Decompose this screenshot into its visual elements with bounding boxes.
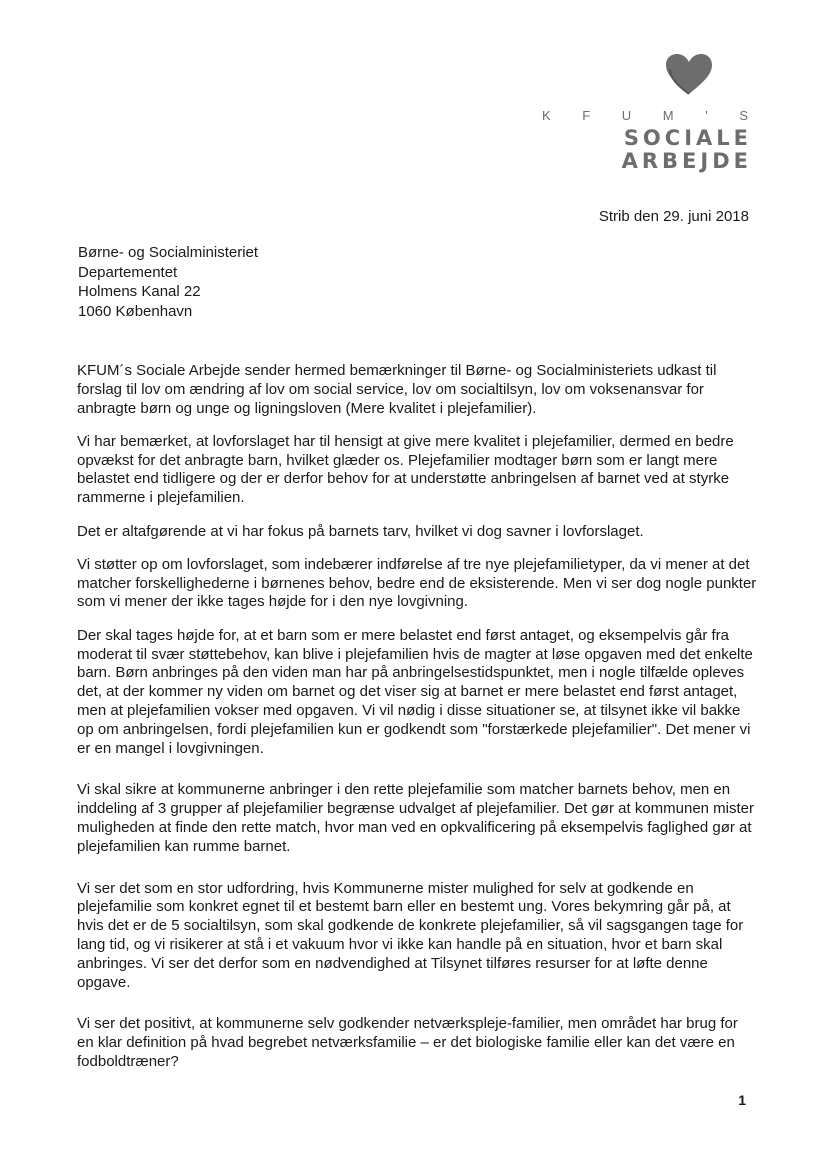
- logo-line-2: ARBEJDE: [621, 149, 752, 173]
- paragraph: Vi støtter op om lovforslaget, som indebærer indførelse af tre nye plejefamilietyper, da vi mener at det matcher forskellighederne i børnenes behov, bedre end de eksisterende. Men vi ser dog nogle punkter som vi mener der ikke tages højde for i den nye lovgivning.: [77, 555, 757, 611]
- logo-tagline: K F U M ' S: [541, 108, 762, 123]
- letter-date: Strib den 29. juni 2018: [598, 208, 749, 225]
- paragraph: KFUM´s Sociale Arbejde sender hermed bemærkninger til Børne- og Socialministeriets udkast til forslag til lov om ændring af lov om social service, lov om socialtilsyn, lov om voksenansvar for anbragte børn og unge og ligningsloven (Mere kvalitet i plejefamilier).: [77, 362, 717, 417]
- recipient-street: Holmens Kanal 22: [78, 283, 201, 300]
- paragraph: Det er altafgørende at vi har fokus på barnets tarv, hvilket vi dog savner i lovforslaget.: [77, 522, 644, 540]
- paragraph: Der skal tages højde for, at et barn som er mere belastet end først antaget, og eksempelvis går fra moderat til svær støttebehov, kan blive i plejefamilien hvis de magter at løse opgaven med det enkelte barn. Børn anbringes på den viden man har på anbringelsestidspunktet, men i nogle tilfælde opleves det, at der kommer ny viden om barnet og det viser sig at barnet er mere belastet end først antaget, men at plejefamilien vokser med opgaven. Vi vil nødig i disse situationer se, at tilsynet ikke vil bakke op om anbringelsen, fordi plejefamilien kun er godkendt som "forstærkede plejefamilier". Det mener vi er en mangel i lovgivningen.: [77, 626, 753, 757]
- recipient-name: Børne- og Socialministeriet: [78, 244, 259, 261]
- recipient-address: [78, 243, 258, 321]
- letter-body: [77, 362, 757, 1086]
- paragraph: Vi ser det positivt, at kommunerne selv godkender netværkspleje-familier, men området har brug for en klar definition på hvad begrebet netværksfamilie – er det biologiske familie eller kan det være en fodboldtræner?: [77, 1015, 738, 1070]
- paragraph: Vi skal sikre at kommunerne anbringer i den rette plejefamilie som matcher barnets behov, men en inddeling af 3 grupper af plejefamilier begrænse udvalget af plejefamilier. Det gør at kommunen mister muligheden at finde den rette match, hvor man ved en opkvalificering på eksempelvis faglighed gør at plejefamilien kan rumme barnet.: [77, 781, 755, 855]
- heart-icon: [664, 52, 714, 96]
- paragraph: Vi har bemærket, at lovforslaget har til hensigt at give mere kvalitet i plejefamilier, dermed en bedre opvækst for det anbragte barn, hvilket glæder os. Plejefamilier modtager børn som er langt mere belastet end tidligere og der er derfor behov for at understøtte anbringelsen af barnet ved at styrke rammerne i plejefamilien.: [77, 432, 734, 507]
- paragraph: Vi ser det som en stor udfordring, hvis Kommunerne mister mulighed for selv at godkende en plejefamilie som konkret egnet til et bestemt barn eller en bestemt ung. Vores bekymring går på, at hvis det er de 5 socialtilsyn, som skal godkende de konkrete plejefamilier, så vil sagsgangen tage for lang tid, og vi risikerer at stå i et vakuum hvor vi ikke kan handle på en situation, hvor et barn skal anbringes. Vi ser det derfor som en nødvendighed at Tilsynet tilføres resurser for at løfte denne opgave.: [77, 879, 744, 991]
- logo-line-1: SOCIALE: [623, 126, 752, 150]
- recipient-department: Departementet: [78, 263, 178, 281]
- page-number: 1: [738, 1092, 746, 1108]
- recipient-city: 1060 København: [78, 302, 193, 320]
